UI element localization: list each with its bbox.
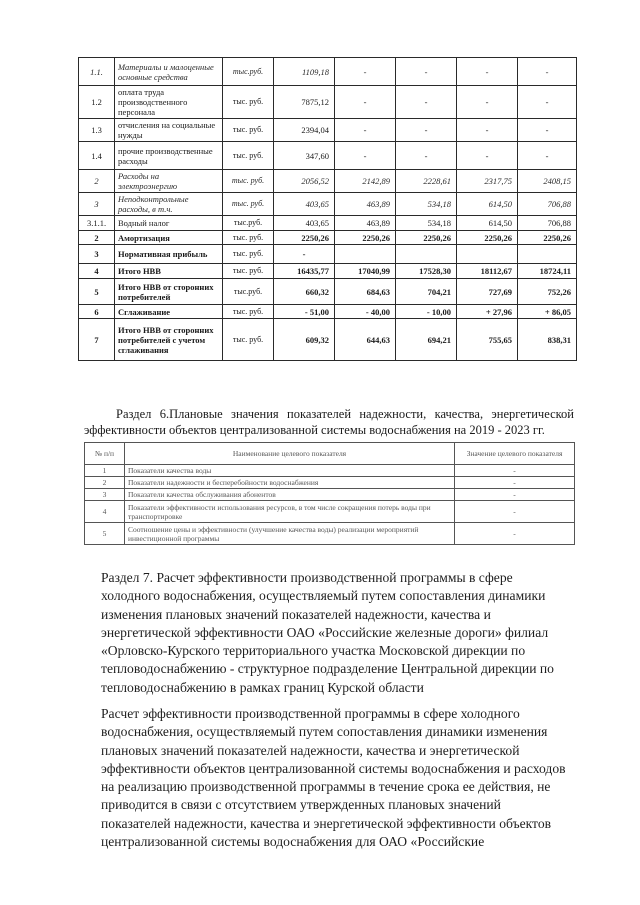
value-2023: 2408,15 — [518, 170, 577, 193]
value-2019: 2394,04 — [274, 119, 335, 142]
table-row — [79, 58, 577, 86]
value-2020: 2142,89 — [335, 170, 396, 193]
indicator-number: 4 — [85, 501, 125, 523]
value-2023: - — [518, 58, 577, 86]
row-unit: тыс.руб. — [223, 216, 274, 231]
value-2019: - 51,00 — [274, 305, 335, 319]
indicator-row — [85, 501, 575, 523]
indicator-value: - — [455, 465, 575, 477]
row-name: Амортизация — [115, 231, 223, 245]
value-2021: - 10,00 — [396, 305, 457, 319]
indicator-value: - — [455, 477, 575, 489]
table-row — [79, 193, 577, 216]
indicator-row — [85, 477, 575, 489]
value-2023: - — [518, 119, 577, 142]
value-2022: - — [457, 86, 518, 119]
row-number: 1.2 — [79, 86, 115, 119]
value-2022: 18112,67 — [457, 264, 518, 279]
row-unit: тыс.руб. — [223, 58, 274, 86]
row-name: Материалы и малоценные основные средства — [115, 58, 223, 86]
table-row — [79, 279, 577, 305]
value-2023: 706,88 — [518, 216, 577, 231]
value-2023: - — [518, 142, 577, 170]
row-unit: тыс. руб. — [223, 193, 274, 216]
value-2019: 660,32 — [274, 279, 335, 305]
header-value: Значение целевого показателя — [455, 443, 575, 465]
row-name: Расходы на электроэнергию — [115, 170, 223, 193]
indicator-number: 2 — [85, 477, 125, 489]
value-2022: 614,50 — [457, 193, 518, 216]
value-2020: - 40,00 — [335, 305, 396, 319]
row-name: отчисления на социальные нужды — [115, 119, 223, 142]
row-unit: тыс.руб. — [223, 279, 274, 305]
value-2019: 2056,52 — [274, 170, 335, 193]
value-2021: 534,18 — [396, 216, 457, 231]
value-2022: 755,65 — [457, 319, 518, 361]
indicator-number: 5 — [85, 523, 125, 545]
indicators-table — [84, 442, 575, 545]
value-2022: 614,50 — [457, 216, 518, 231]
indicator-value: - — [455, 523, 575, 545]
indicator-number: 1 — [85, 465, 125, 477]
value-2021: 2250,26 — [396, 231, 457, 245]
row-name: Итого НВВ — [115, 264, 223, 279]
indicator-name: Показатели эффективности использования ресурсов, в том числе сокращения потерь воды при транспортировке — [125, 501, 455, 523]
value-2020: 463,89 — [335, 216, 396, 231]
value-2022: - — [457, 58, 518, 86]
row-number: 1.4 — [79, 142, 115, 170]
value-2021: 17528,30 — [396, 264, 457, 279]
value-2019: 347,60 — [274, 142, 335, 170]
value-2023: 752,26 — [518, 279, 577, 305]
value-2019: 403,65 — [274, 193, 335, 216]
value-2023 — [518, 245, 577, 264]
value-2019: 2250,26 — [274, 231, 335, 245]
value-2021 — [396, 245, 457, 264]
value-2020: 2250,26 — [335, 231, 396, 245]
value-2023: 18724,11 — [518, 264, 577, 279]
row-number: 3.1.1. — [79, 216, 115, 231]
header-name: Наименование целевого показателя — [125, 443, 455, 465]
table-row — [79, 119, 577, 142]
table-row — [79, 216, 577, 231]
row-number: 5 — [79, 279, 115, 305]
indicators-header-row — [85, 443, 575, 465]
value-2021: 2228,61 — [396, 170, 457, 193]
indicator-number: 3 — [85, 489, 125, 501]
value-2021: - — [396, 86, 457, 119]
value-2019: 609,32 — [274, 319, 335, 361]
value-2020 — [335, 245, 396, 264]
budget-table — [78, 57, 577, 361]
value-2020: 644,63 — [335, 319, 396, 361]
row-name: прочие производственные расходы — [115, 142, 223, 170]
indicator-row — [85, 489, 575, 501]
row-unit: тыс. руб. — [223, 264, 274, 279]
value-2020: - — [335, 58, 396, 86]
row-number: 3 — [79, 193, 115, 216]
value-2022: 727,69 — [457, 279, 518, 305]
efficiency-paragraph: Расчет эффективности производственной программы в сфере холодного водоснабжения, осуществляемый путем сопоставления динамики изменения плановых значений показателей надежности, качества и энергетической эффективности объектов централизованной системы водоснабжения и расходов на реализацию производственной программы в течение срока ее действия, не приводится в связи с отсутствием утвержденных плановых значений показателей надежности, качества и энергетической эффективности объектов централизованной системы водоснабжения для ОАО «Российские — [101, 706, 566, 850]
value-2020: 684,63 — [335, 279, 396, 305]
value-2022: 2250,26 — [457, 231, 518, 245]
table-row — [79, 231, 577, 245]
table-row — [79, 264, 577, 279]
value-2022: - — [457, 142, 518, 170]
value-2022: - — [457, 119, 518, 142]
indicator-row — [85, 465, 575, 477]
row-number: 7 — [79, 319, 115, 361]
row-number: 4 — [79, 264, 115, 279]
value-2021: 694,21 — [396, 319, 457, 361]
row-number: 2 — [79, 231, 115, 245]
row-name: Неподконтрольные расходы, в т.ч. — [115, 193, 223, 216]
table-row — [79, 245, 577, 264]
value-2023: 706,88 — [518, 193, 577, 216]
value-2021: - — [396, 119, 457, 142]
value-2019: 16435,77 — [274, 264, 335, 279]
row-name: Итого НВВ от сторонних потребителей — [115, 279, 223, 305]
table-row — [79, 319, 577, 361]
section-6-heading: Раздел 6.Плановые значения показателей надежности, качества, энергетической эффективности объектов централизованной системы водоснабжения на 2019 - 2023 гг. — [84, 407, 574, 437]
value-2019: 7875,12 — [274, 86, 335, 119]
row-name: оплата труда производственного персонала — [115, 86, 223, 119]
row-unit: тыс. руб. — [223, 319, 274, 361]
row-unit: тыс. руб. — [223, 305, 274, 319]
table-row — [79, 305, 577, 319]
row-number: 1.3 — [79, 119, 115, 142]
row-unit: тыс. руб. — [223, 231, 274, 245]
row-unit: тыс. руб. — [223, 245, 274, 264]
row-unit: тыс. руб. — [223, 170, 274, 193]
table-row — [79, 86, 577, 119]
section-7-text: Раздел 7. Расчет эффективности производственной программы в сфере холодного водоснабжения, осуществляемый путем сопоставления динамики изменения плановых значений показателей надежности, качества и энергетической эффективности ОАО «Российские железные дороги» филиал «Орловско-Курского территориального участка Московской дирекции по тепловодоснабжению - структурное подразделение Центральной дирекции по тепловодоснабжению в рамках границ Курской области — [101, 570, 554, 695]
row-number: 1.1. — [79, 58, 115, 86]
value-2020: 17040,99 — [335, 264, 396, 279]
value-2021: 534,18 — [396, 193, 457, 216]
row-number: 2 — [79, 170, 115, 193]
value-2021: - — [396, 142, 457, 170]
value-2022: 2317,75 — [457, 170, 518, 193]
indicator-name: Показатели качества обслуживания абонентов — [125, 489, 455, 501]
value-2023: + 86,05 — [518, 305, 577, 319]
value-2023: 2250,26 — [518, 231, 577, 245]
row-name: Итого НВВ от сторонних потребителей с учетом сглаживания — [115, 319, 223, 361]
value-2021: 704,21 — [396, 279, 457, 305]
row-name: Сглаживание — [115, 305, 223, 319]
table-row — [79, 170, 577, 193]
header-no: № п/п — [85, 443, 125, 465]
value-2020: 463,89 — [335, 193, 396, 216]
row-unit: тыс. руб. — [223, 142, 274, 170]
value-2021: - — [396, 58, 457, 86]
indicator-value: - — [455, 501, 575, 523]
value-2023: 838,31 — [518, 319, 577, 361]
value-2019: 403,65 — [274, 216, 335, 231]
value-2020: - — [335, 119, 396, 142]
indicator-value: - — [455, 489, 575, 501]
row-unit: тыс. руб. — [223, 119, 274, 142]
row-name: Водный налог — [115, 216, 223, 231]
row-number: 3 — [79, 245, 115, 264]
value-2022 — [457, 245, 518, 264]
indicator-name: Соотношение цены и эффективности (улучшение качества воды) реализации мероприятий инвестиционной программы — [125, 523, 455, 545]
indicators-table-body — [85, 443, 575, 545]
value-2020: - — [335, 142, 396, 170]
indicator-row — [85, 523, 575, 545]
indicator-name: Показатели надежности и бесперебойности водоснабжения — [125, 477, 455, 489]
value-2022: + 27,96 — [457, 305, 518, 319]
value-2020: - — [335, 86, 396, 119]
row-number: 6 — [79, 305, 115, 319]
budget-table-body — [79, 58, 577, 361]
value-2019: 1109,18 — [274, 58, 335, 86]
row-unit: тыс. руб. — [223, 86, 274, 119]
indicator-name: Показатели качества воды — [125, 465, 455, 477]
value-2023: - — [518, 86, 577, 119]
table-row — [79, 142, 577, 170]
value-2019: - — [274, 245, 335, 264]
row-name: Нормативная прибыль — [115, 245, 223, 264]
